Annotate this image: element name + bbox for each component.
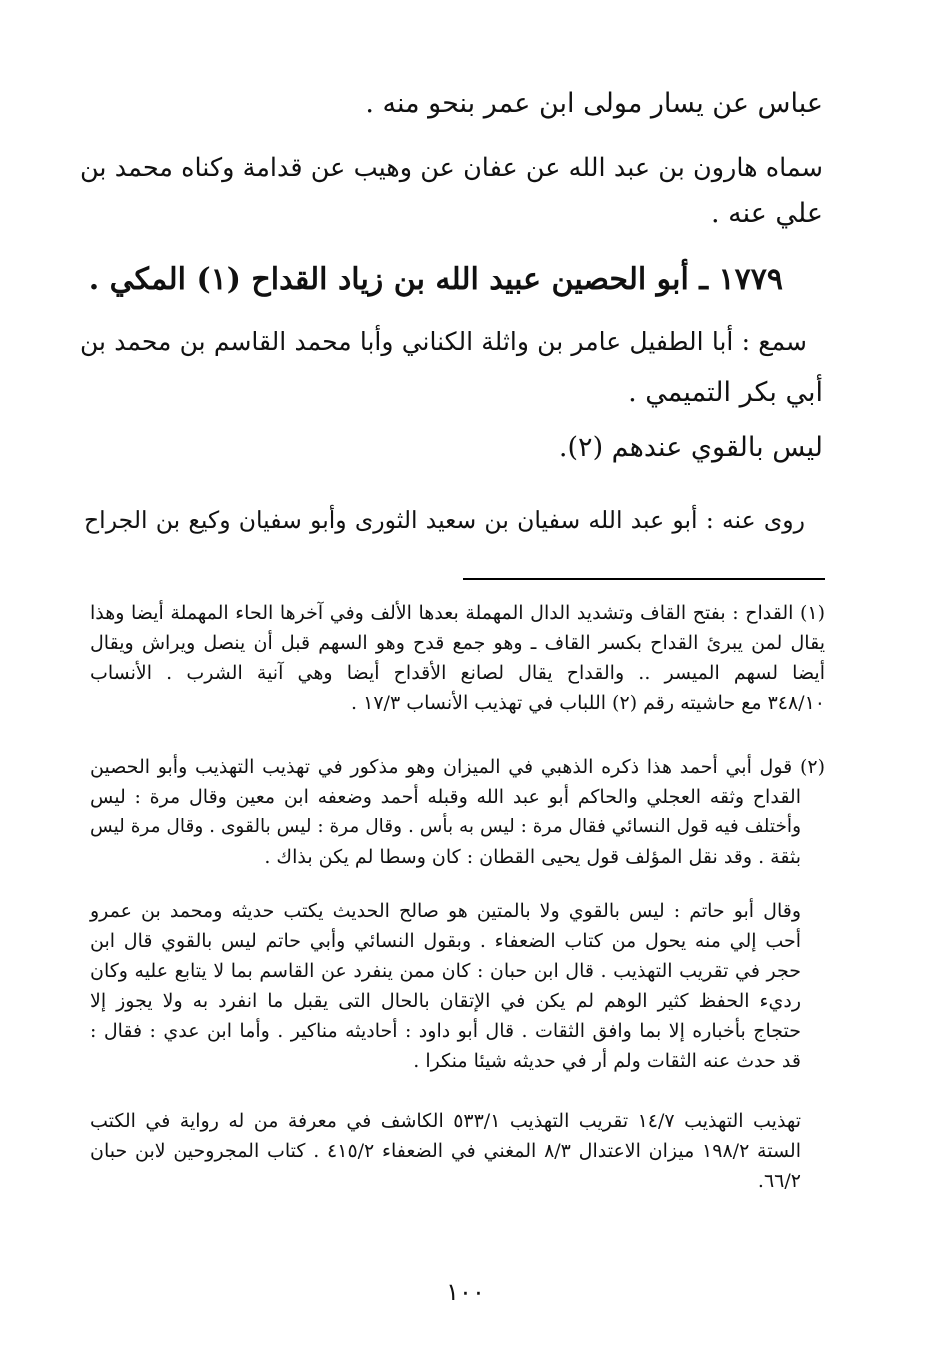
footnote-line: أحب إلي منه يحول من كتاب الضعفاء . وبقول النسائي وأبي حاتم ليس بالقوي قال ابن: [90, 930, 801, 952]
footnote-line: (١) القداح : بفتح القاف وتشديد الدال المهملة بعدها الألف وفي آخرها الحاء المهملة أيضا وهذا: [90, 602, 825, 624]
footnote-line: أيضا لسهم الميسر .. والقداح يقال لصانع الأقداح أيضا وهي آنية الشرب . الأنساب: [90, 662, 825, 684]
footnote-line: قد حدث عنه الثقات ولم أر في حديثه شيئا منكرا .: [413, 1050, 801, 1072]
footnote-line: يقال لمن يبرئ القداح بكسر القاف ـ وهو جمع قدح وهو السهم قبل أن ينصل ويراش ويقال: [90, 632, 825, 654]
footnote-divider: [463, 578, 825, 580]
footnote-line: ٣٤٨/١٠ مع حاشيته رقم (٢) اللباب في تهذيب الأنساب ١٧/٣ .: [351, 692, 825, 714]
text-line: ليس بالقوي عندهم (٢).: [558, 432, 823, 463]
text-line: عباس عن يسار مولى ابن عمر بنحو منه .: [365, 88, 823, 119]
footnote-line: بثقة . وقد نقل المؤلف قول يحيى القطان : كان وسطا لم يكن بذاك .: [264, 846, 801, 868]
footnote-line: وأختلف فيه قول النسائي فقال مرة : ليس به بأس . وقال مرة : ليس بالقوى . وقال مرة ليس: [90, 816, 801, 837]
text-line: أبي بكر التميمي .: [628, 377, 823, 408]
footnote-line: حتجاج بأخباره إلا بما وافق الثقات . قال أبو داود : أحاديثه مناكير . وأما ابن عدي : فقال :: [90, 1020, 801, 1042]
footnote-line: القداح وثقه العجلي والحاكم أبو عبد الله وقبله أحمد وضعفه ابن معين وقال مرة : ليس: [90, 786, 801, 808]
entry-heading: ١٧٧٩ ـ أبو الحصين عبيد الله بن زياد القداح (١) المكي .: [88, 262, 783, 297]
footnote-line: ٦٦/٢.: [757, 1170, 801, 1192]
footnote-line: حجر في تقريب التهذيب . قال ابن حبان : كان ممن ينفرد عن القاسم بما لا يتابع عليه وكان: [90, 960, 801, 982]
text-line: سمع : أبا الطفيل عامر بن واثلة الكناني وأبا محمد القاسم بن محمد بن: [80, 327, 807, 356]
text-line: سماه هارون بن عبد الله عن عفان عن وهيب عن قدامة وكناه محمد بن: [80, 153, 823, 183]
footnote-line: رديء الحفظ كثير الوهم لم يكن في الإتقان بالحال التى يقبل ما انفرد به ولا يجوز إلا: [90, 990, 801, 1012]
footnote-line: تهذيب التهذيب ١٤/٧ تقريب التهذيب ٥٣٣/١ الكاشف في معرفة من له رواية في الكتب: [90, 1110, 801, 1132]
text-line: علي عنه .: [710, 198, 823, 229]
footnote-line: الستة ١٩٨/٢ ميزان الاعتدال ٨/٣ المغني في الضعفاء ٤١٥/٢ . كتاب المجروحين لابن حبان: [90, 1140, 801, 1162]
text-line: روى عنه : أبو عبد الله سفيان بن سعيد الثورى وأبو سفيان وكيع بن الجراح: [84, 506, 805, 534]
page-number: ١٠٠: [446, 1278, 485, 1306]
footnote-line: وقال أبو حاتم : ليس بالقوي ولا بالمتين هو صالح الحديث يكتب حديثه ومحمد بن عمرو: [90, 900, 801, 922]
footnote-line: (٢) قول أبي أحمد هذا ذكره الذهبي في الميزان وهو مذكور في تهذيب التهذيب وأبو الحصين: [90, 756, 825, 778]
